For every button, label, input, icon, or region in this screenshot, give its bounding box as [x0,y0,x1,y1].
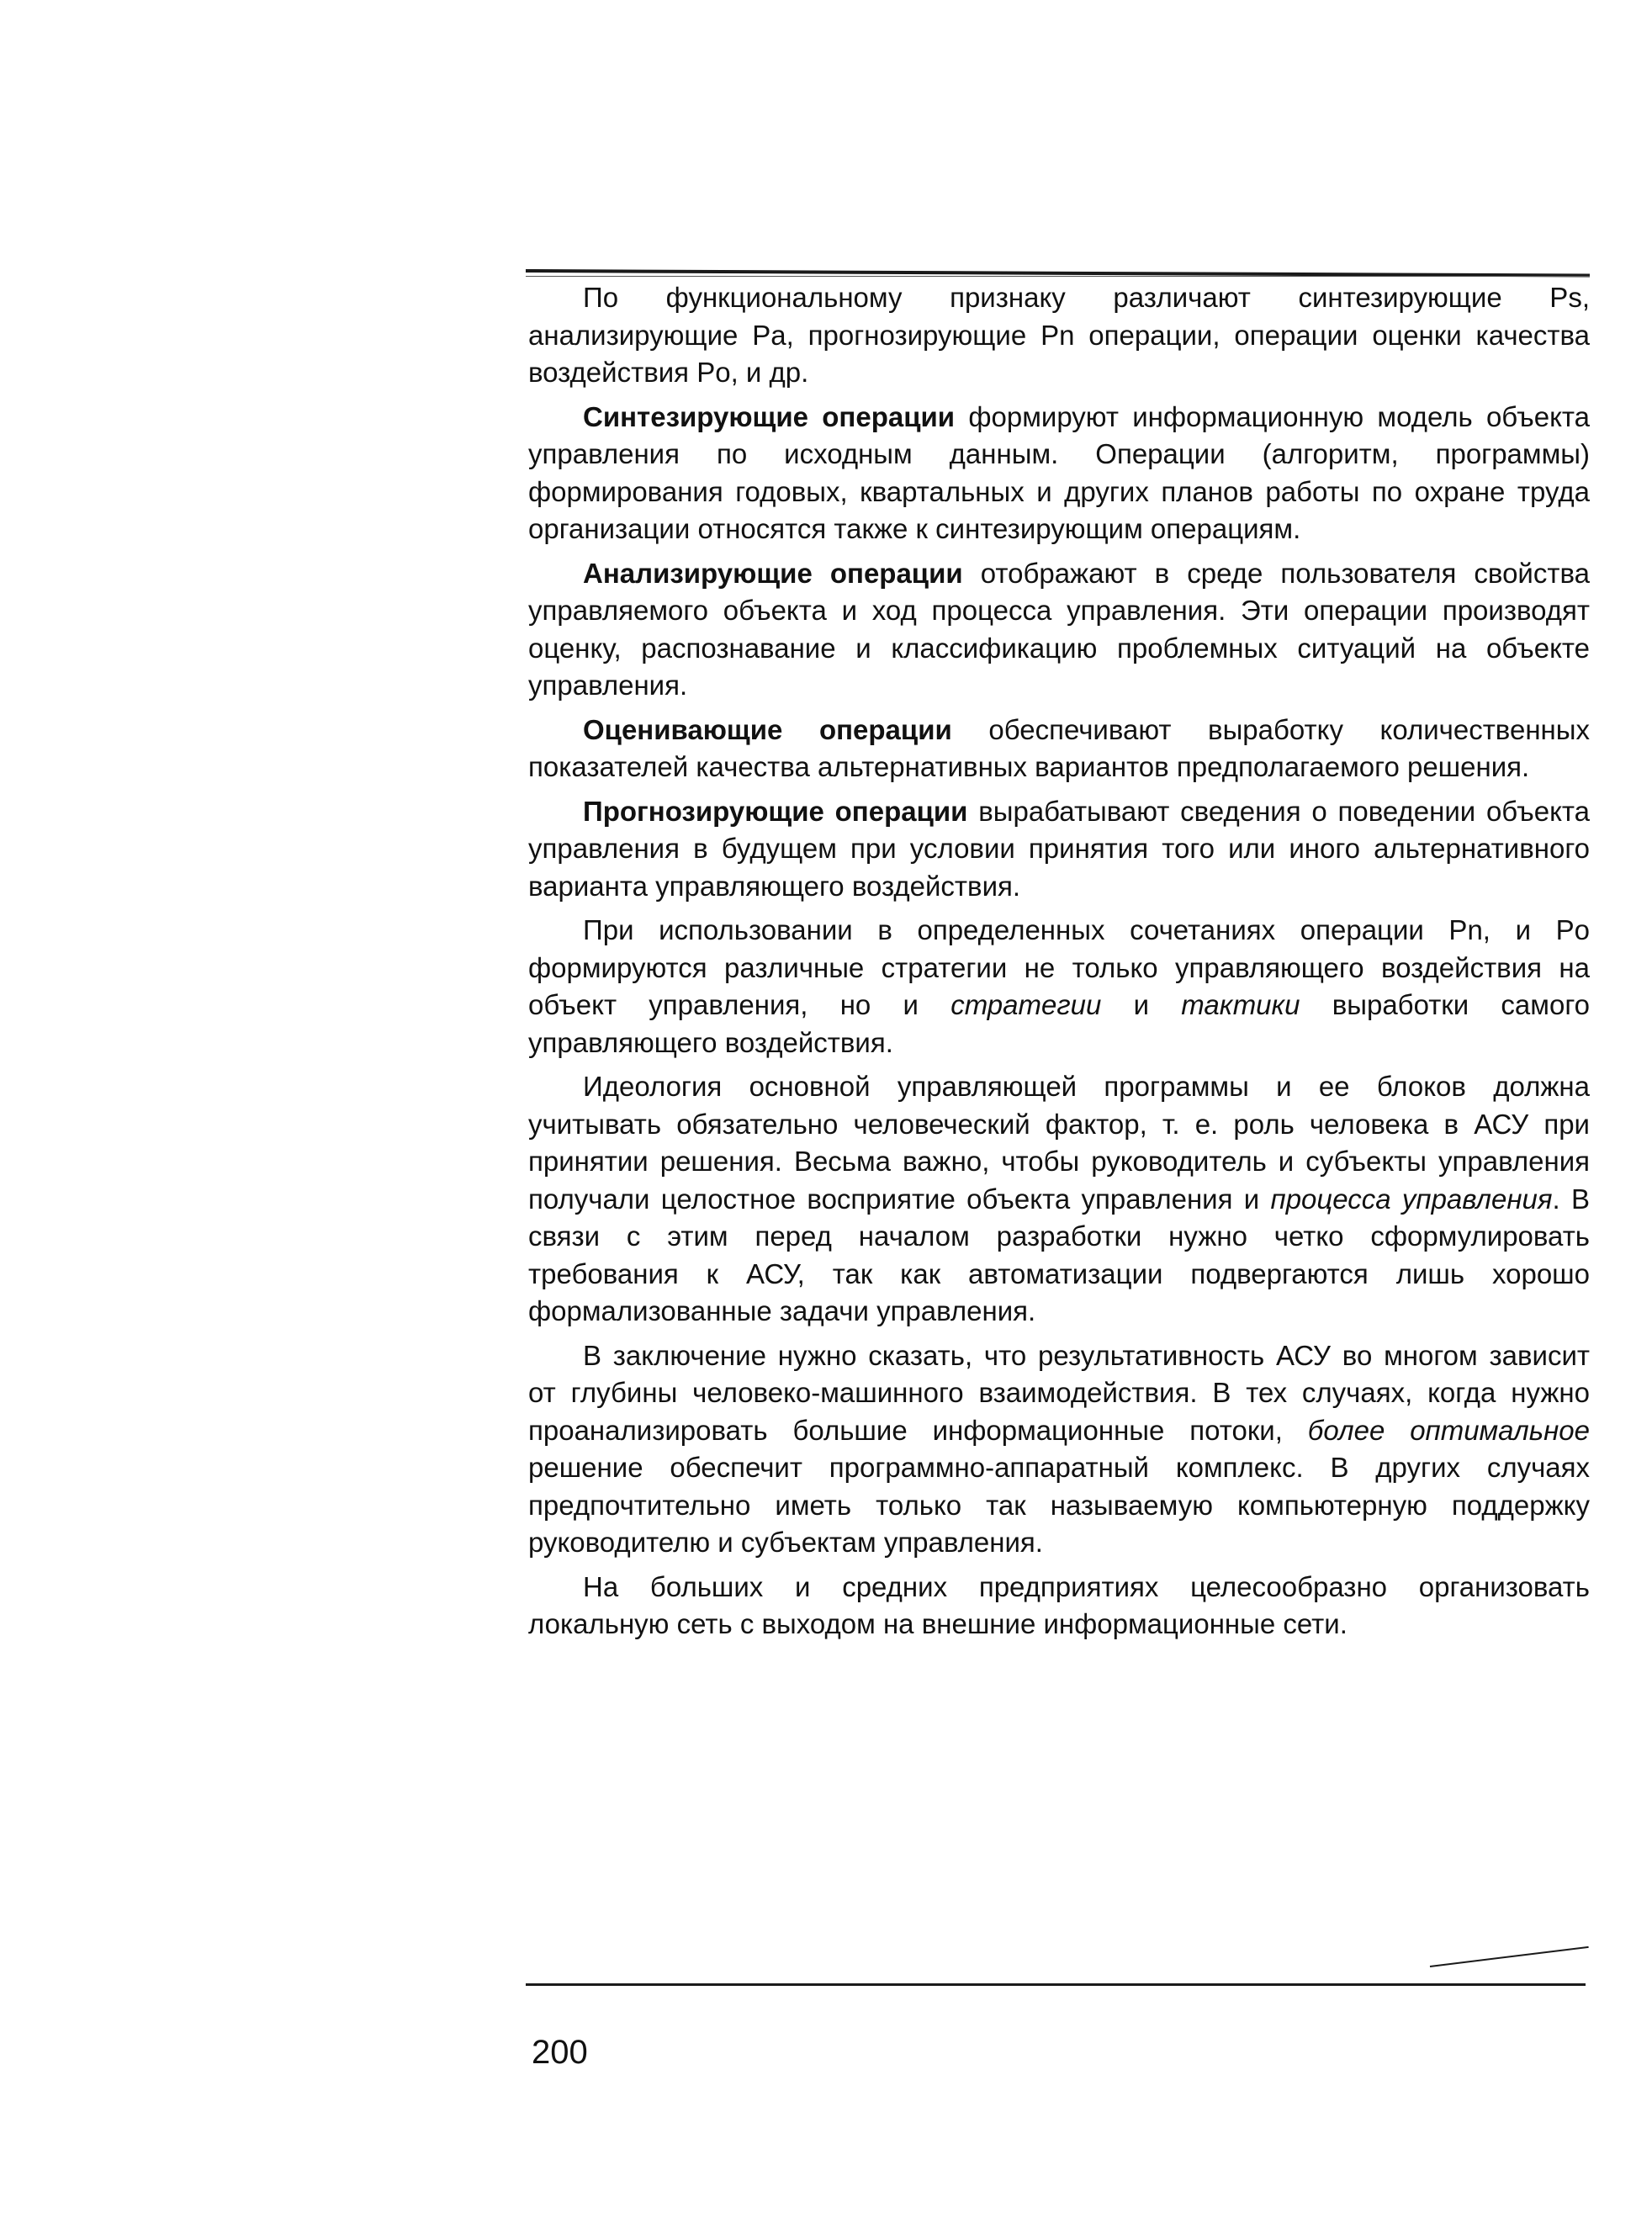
paragraph-3 [528,555,1590,705]
bottom-rule [526,1983,1586,1986]
paragraph-5 [528,793,1590,906]
paragraph-8 [528,1337,1590,1562]
paragraph-8-text-b: решение обеспечит программно-аппаратный комплекс. В других случаях предпочтительно иметь только так называемую компьютерную поддержку руководителю и субъектам управления. [528,1452,1590,1558]
paragraph-8-italic: более оптимальное [1307,1414,1590,1446]
paragraph-6 [528,912,1590,1061]
paragraph-7-text-b: . В связи с этим перед началом разработки нужно четко сформулировать требования к АСУ, так как автоматизации подвергаются лишь хорошо формализованные задачи управления. [528,1183,1590,1326]
page-body [528,279,1590,1644]
paragraph-6-text-c: выработки самого управляющего воздействия. [528,989,1590,1058]
paragraph-9-text: На больших и средних предприятиях целесообразно организовать локальную сеть с выходом на внешние информационные сети. [528,1570,1590,1639]
page-number: 200 [532,2034,588,2071]
paragraph-6-italic-b: тактики [1181,989,1300,1020]
paragraph-9 [528,1569,1590,1644]
term-synthesizing: Синтезирующие операции [583,400,956,432]
paragraph-7-italic: процесса управления [1270,1183,1553,1215]
paragraph-5-text: вырабатывают сведения о поведении объекта управления в будущем при условии принятия того или иного альтернативного варианта управляющего воздействия. [528,795,1590,902]
term-evaluating: Оценивающие операции [583,713,952,745]
paragraph-1-text: По функциональному признаку различают синтезирующие Ps, анализирующие Pa, прогнозирующие Pn операции, операции оценки качества воздействия Po, и др. [528,282,1590,388]
paragraph-2 [528,399,1590,548]
paragraph-4 [528,712,1590,786]
paragraph-1 [528,279,1590,392]
paragraph-2-text: формируют информационную модель объекта управления по исходным данным. Операции (алгоритм, программы) формирования годовых, квартальных и других планов работы по охране труда организации относятся также к синтезирующим операциям. [528,400,1590,544]
paragraph-4-text: обеспечивают выработку количественных показателей качества альтернативных вариантов предполагаемого решения. [528,713,1590,782]
paragraph-8-text-a: В заключение нужно сказать, что результативность АСУ во многом зависит от глубины человеко-машинного взаимодействия. В тех случаях, когда нужно проанализировать большие информационные потоки, [528,1339,1590,1446]
paragraph-7-text-a: Идеология основной управляющей программы и ее блоков должна учитывать обязательно человеческий фактор, т. е. роль человека в АСУ при принятии решения. Весьма важно, чтобы руководитель и субъекты управления получали целостное восприятие объекта управления и [528,1071,1590,1215]
paragraph-6-text-b: и [1101,989,1182,1020]
bottom-rule-tail [1430,1946,1589,1967]
term-analyzing: Анализирующие операции [583,557,963,589]
top-rule-thin [526,276,1590,277]
paragraph-7 [528,1068,1590,1331]
paragraph-3-text: отображают в среде пользователя свойства управляемого объекта и ход процесса управления. Эти операции производят оценку, распознавание и классификацию проблемных ситуаций на объекте управления. [528,557,1590,701]
term-forecasting: Прогнозирующие операции [583,795,968,827]
paragraph-6-italic-a: стратегии [950,989,1102,1020]
paragraph-6-text-a: При использовании в определенных сочетаниях операции Pn, и Po формируются различные стратегии не только управляющего воздействия на объект управления, но и [528,914,1590,1020]
